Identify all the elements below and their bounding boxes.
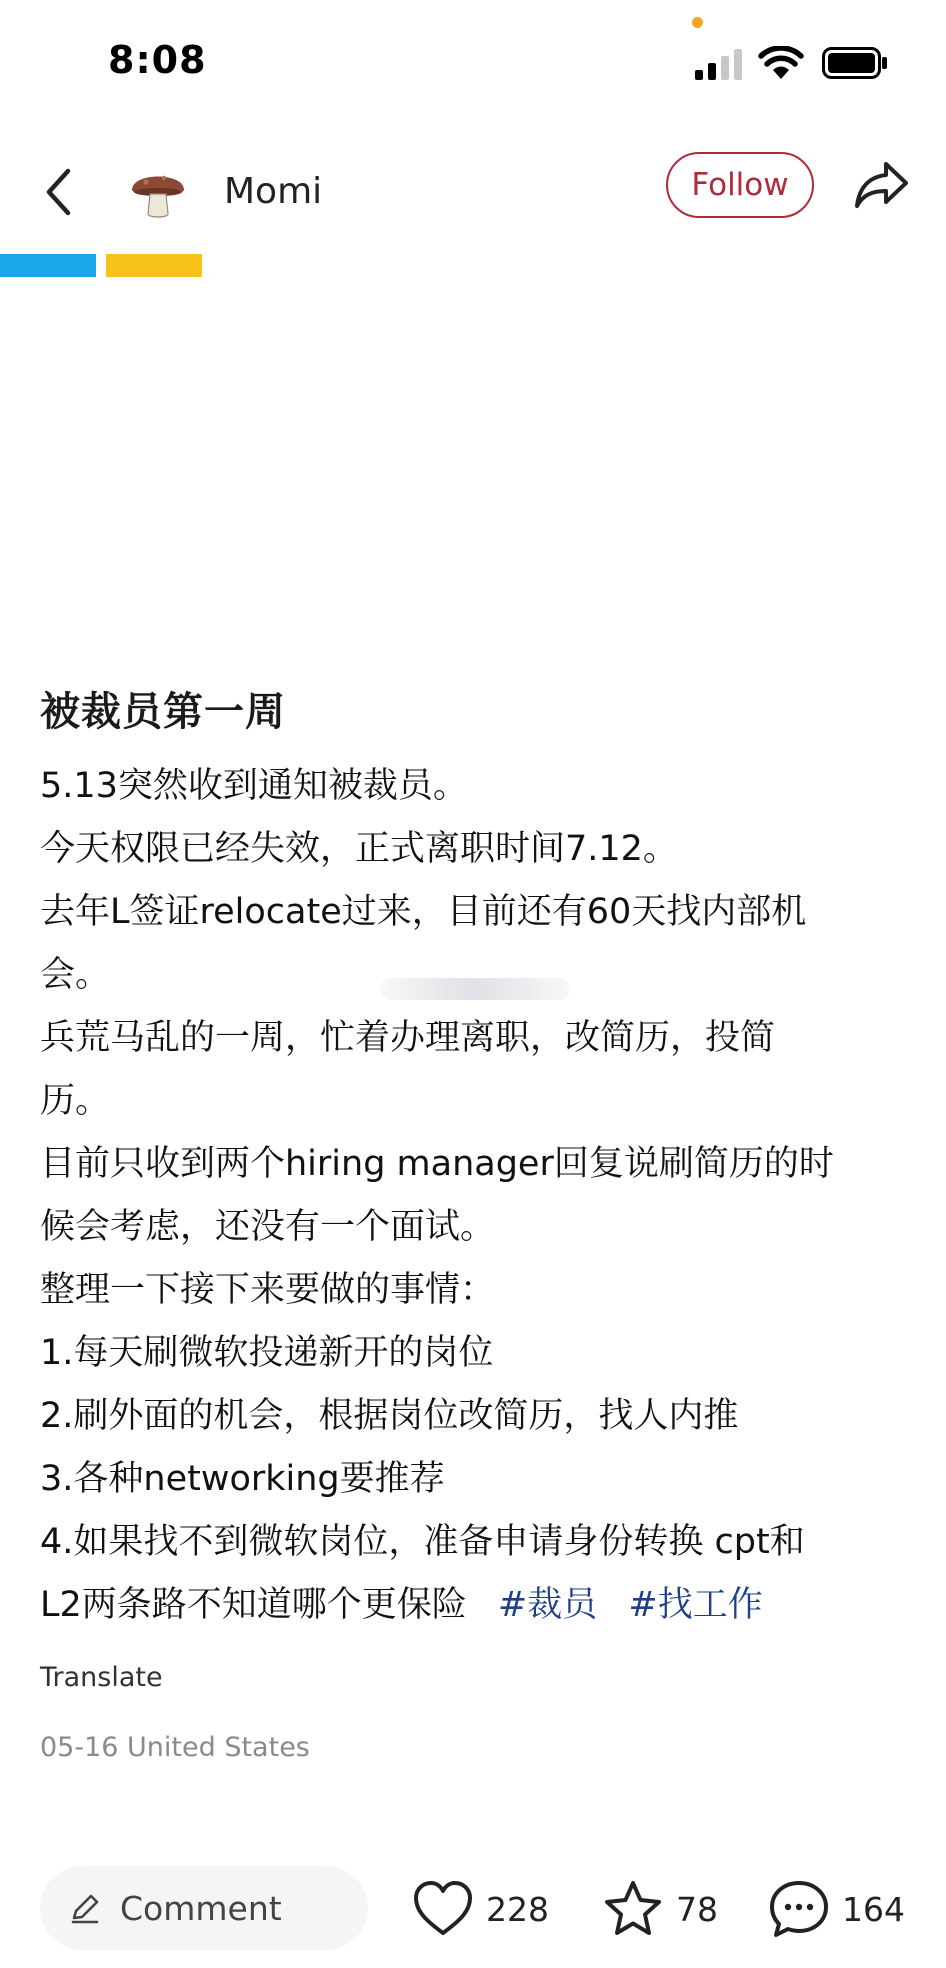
status-time: 8:08 [108,38,207,82]
privacy-indicator-dot [692,17,703,28]
post-title: 被裁员第一周 [40,689,286,735]
like-count: 228 [486,1889,549,1929]
translate-link[interactable]: Translate [40,1662,163,1693]
post-last-line [40,1574,900,1637]
post-body [40,755,900,1637]
cellular-signal-icon [694,48,744,80]
collect-count: 78 [676,1889,718,1929]
post-line: 整理一下接下来要做的事情： [40,1270,496,1310]
post-header [0,140,946,250]
heart-icon [412,1880,474,1938]
blurred-watermark [380,978,570,1000]
comment-input[interactable] [40,1866,368,1950]
post-line: 5.13突然收到通知被裁员。 [40,766,468,806]
post-line: 去年L签证relocate过来，目前还有60天找内部机 [40,892,807,932]
image-indicator-blue [0,254,96,277]
star-icon [602,1879,664,1939]
status-bar [0,0,946,110]
username[interactable]: Momi [224,171,323,212]
bottom-action-bar [0,1860,946,1950]
avatar[interactable] [126,158,190,222]
collect-button[interactable] [602,1874,718,1944]
chat-bubble-icon [768,1879,830,1939]
like-button[interactable] [412,1874,549,1944]
comments-button[interactable] [768,1874,905,1944]
comments-count: 164 [842,1889,905,1929]
post-line: 2.刷外面的机会，根据岗位改简历，找人内推 [40,1396,739,1436]
post-line: 今天权限已经失效，正式离职时间7.12。 [40,829,678,869]
post-line: 候会考虑，还没有一个面试。 [40,1207,496,1247]
post-date-location: 05-16 United States [40,1732,310,1763]
comment-placeholder: Comment [120,1888,282,1928]
share-button[interactable] [852,154,912,214]
post-line-text: L2两条路不知道哪个更保险 [40,1585,467,1625]
chevron-left-icon [43,167,73,217]
hashtag-job-search[interactable]: #找工作 [628,1585,763,1625]
follow-button[interactable]: Follow [666,152,814,218]
back-button[interactable] [38,160,78,224]
post-line: 历。 [40,1081,111,1121]
post-line: 兵荒马乱的一周，忙着办理离职，改简历，投简 [40,1018,776,1058]
post-line: 1.每天刷微软投递新开的岗位 [40,1333,494,1373]
battery-icon [822,47,888,79]
share-arrow-icon [852,154,912,214]
post-line: 4.如果找不到微软岗位，准备申请身份转换 cpt和 [40,1522,805,1562]
post-image[interactable] [0,254,946,654]
mushroom-avatar-icon [126,158,190,222]
post-line: 3.各种networking要推荐 [40,1459,445,1499]
wifi-icon [758,46,804,80]
pencil-icon [68,1891,102,1925]
post-line: 会。 [40,955,111,995]
image-indicator-yellow [106,254,202,277]
hashtag-layoff[interactable]: #裁员 [497,1585,598,1625]
post-line: 目前只收到两个hiring manager回复说刷简历的时 [40,1144,834,1184]
